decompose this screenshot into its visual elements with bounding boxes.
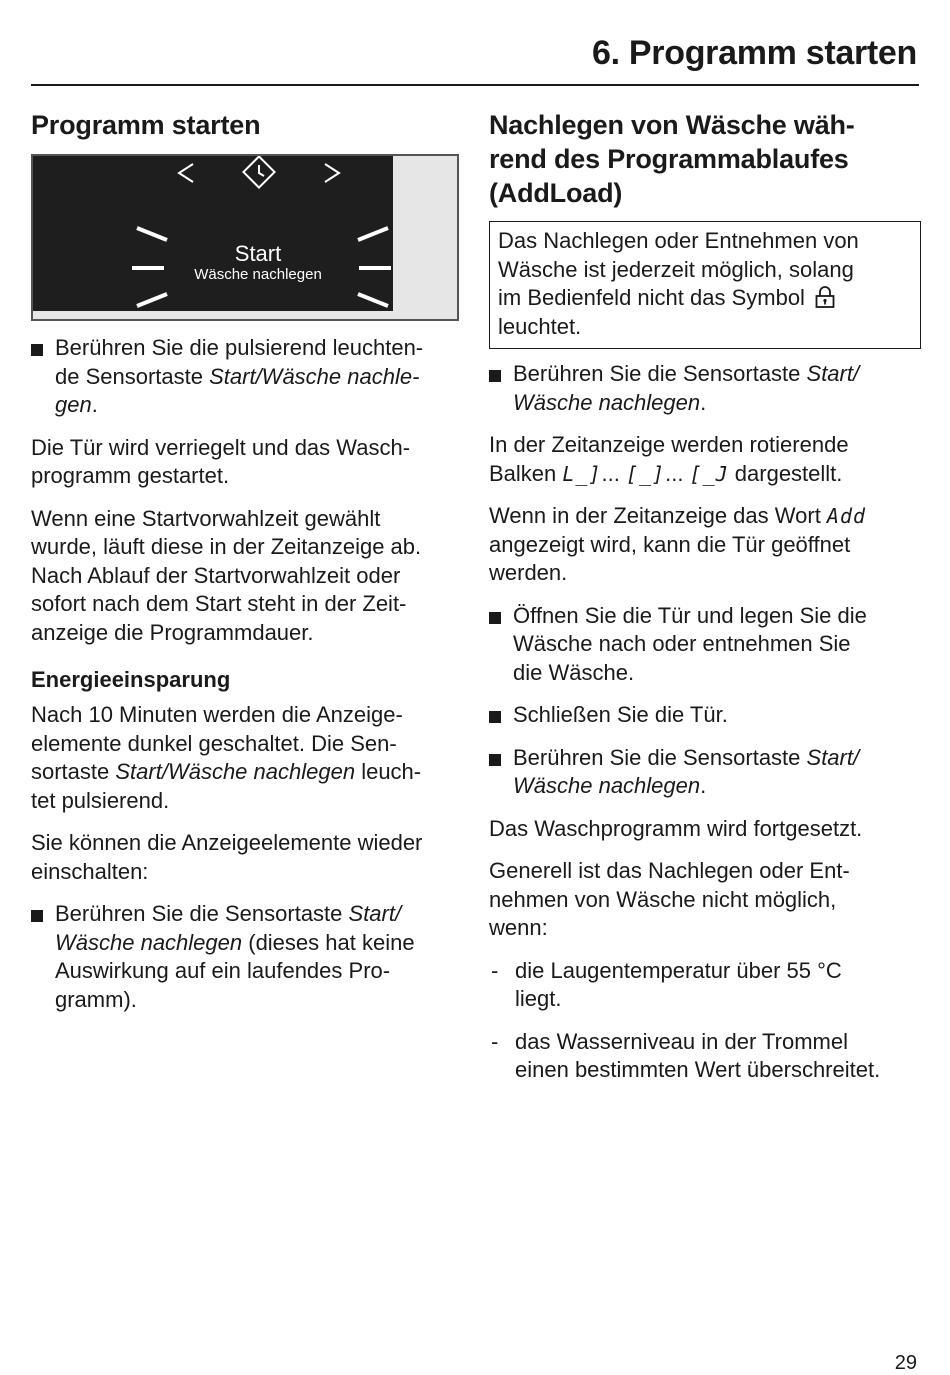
paragraph: Generell ist das Nachlegen oder Ent- nehmen von Wäsche nicht möglich, wenn: bbox=[489, 858, 850, 940]
info-box: Das Nachlegen oder Entnehmen von Wäsche ist jederzeit möglich, solang im Bedienfeld nicht das Symbol leuchtet. bbox=[489, 221, 921, 349]
segment-display-bar-1: L_] bbox=[562, 461, 602, 486]
list-item: Berühren Sie die Sensortaste Start/ Wäsche nachlegen. bbox=[489, 744, 921, 801]
chapter-title: 6. Programm starten bbox=[592, 34, 917, 72]
display-sub-label: Wäsche nachlegen bbox=[194, 266, 322, 283]
dash-marker: - bbox=[491, 1028, 499, 1054]
list-item: - das Wasserniveau in der Trommel einen bestimmten Wert überschreitet. bbox=[491, 1028, 881, 1082]
clock-icon bbox=[243, 156, 274, 187]
list-item: Schließen Sie die Tür. bbox=[489, 701, 921, 730]
list-item: Berühren Sie die Sensortaste Start/ Wäsche nachlegen. bbox=[489, 360, 921, 417]
bullet-square bbox=[489, 711, 501, 723]
segment-display-bar-2: [_] bbox=[625, 461, 666, 486]
paragraph: Die Tür wird verriegelt und das Wasch- programm gestartet. bbox=[31, 434, 411, 488]
display-start-label: Start bbox=[234, 241, 282, 266]
paragraph: Wenn eine Startvorwahlzeit gewählt wurde, läuft diese in der Zeitanzeige ab. Nach Ablauf der Startvorwahlzeit oder sofort nach dem Start steht in der Zeit- anzeige die Programmdauer. bbox=[31, 505, 422, 645]
page-number: 29 bbox=[894, 1352, 917, 1374]
paragraph: Das Waschprogramm wird fortgesetzt. bbox=[489, 815, 863, 841]
paragraph: Sie können die Anzeigeelemente wieder einschalten: bbox=[31, 830, 423, 884]
list-item: - die Laugentemperatur über 55 °C liegt. bbox=[491, 957, 842, 1011]
bullet-square bbox=[489, 754, 501, 766]
bullet-square bbox=[31, 344, 43, 356]
paragraph: In der Zeitanzeige werden rotierende Balken L_]... [_]... [_J dargestellt. bbox=[489, 432, 849, 486]
bullet-square bbox=[489, 612, 501, 624]
display-graphics bbox=[33, 156, 393, 311]
bullet-square bbox=[31, 910, 43, 922]
segment-display-bar-3: [_J bbox=[689, 461, 729, 486]
section-heading-programm-starten: Programm starten bbox=[31, 110, 261, 140]
chapter-rule bbox=[31, 84, 919, 86]
lock-icon bbox=[815, 286, 835, 308]
list-item: Berühren Sie die Sensortaste Start/ Wäsche nachlegen (dieses hat keine Auswirkung auf ein laufendes Pro- gramm). bbox=[31, 900, 461, 1014]
subheading-energieeinsparung: Energieeinsparung bbox=[31, 667, 231, 692]
dash-marker: - bbox=[491, 957, 499, 983]
section-heading-addload: Nachlegen von Wäsche wäh- rend des Programmablaufes (AddLoad) bbox=[489, 110, 855, 208]
paragraph: Nach 10 Minuten werden die Anzeige- elemente dunkel geschaltet. Die Sen- sortaste Start/Wäsche nachlegen leuch- tet pulsierend. bbox=[31, 702, 422, 813]
segment-display-add: Add bbox=[826, 504, 867, 528]
chevron-right-icon bbox=[325, 164, 339, 182]
chevron-left-icon bbox=[179, 164, 193, 182]
control-panel-illustration bbox=[31, 154, 459, 321]
bullet-square bbox=[489, 370, 501, 382]
display-screen bbox=[33, 156, 393, 311]
paragraph: Wenn in der Zeitanzeige das Wort Add angezeigt wird, kann die Tür geöffnet werden. bbox=[489, 503, 867, 585]
list-item: Berühren Sie die pulsierend leuchten- de Sensortaste Start/Wäsche nachle- gen. bbox=[31, 334, 461, 420]
list-item: Öffnen Sie die Tür und legen Sie die Wäsche nach oder entnehmen Sie die Wäsche. bbox=[489, 602, 921, 688]
left-column bbox=[31, 108, 461, 1014]
right-column bbox=[489, 108, 921, 1085]
